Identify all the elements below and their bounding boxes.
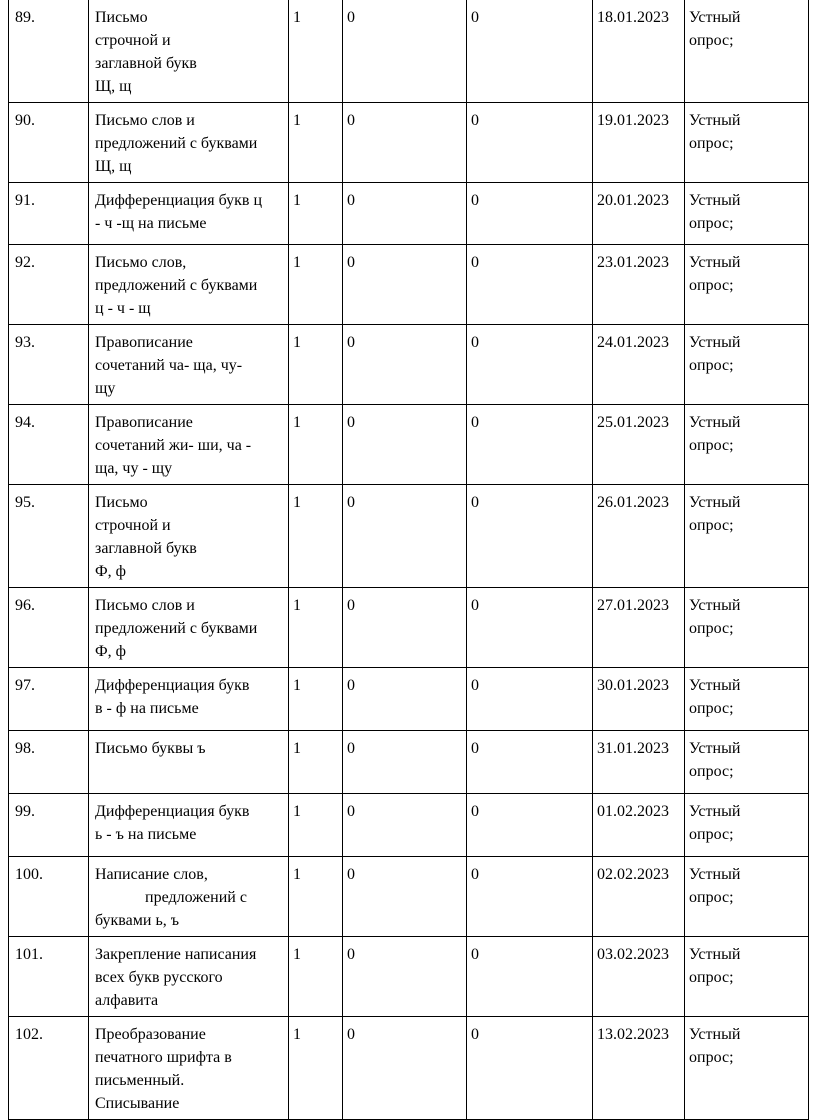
lesson-topic-line: сочетаний жи- ши, ча - [95, 437, 252, 454]
control-form-line: опрос; [689, 277, 734, 294]
control-form [685, 588, 809, 668]
table-row [9, 405, 809, 485]
control-form-line: опрос; [689, 889, 734, 906]
practical-works-value: 0 [471, 494, 479, 511]
practical-works-value: 0 [471, 677, 479, 694]
control-works-value: 0 [347, 1026, 355, 1043]
control-works [343, 794, 467, 857]
lesson-topic-line: сочетаний ча- ща, чу- [95, 357, 243, 374]
control-form-line: опрос; [689, 763, 734, 780]
lesson-date-value: 31.01.2023 [597, 740, 669, 757]
hours-total-value: 1 [293, 494, 301, 511]
hours-total [289, 405, 343, 485]
practical-works [467, 731, 593, 794]
control-form-line: Устный [689, 740, 741, 757]
practical-works-value: 0 [471, 414, 479, 431]
control-works [343, 0, 467, 103]
hours-total [289, 937, 343, 1017]
lesson-number [9, 103, 89, 183]
table-row [9, 588, 809, 668]
lesson-topic [89, 485, 289, 588]
lesson-number [9, 0, 89, 103]
lesson-date-value: 03.02.2023 [597, 946, 669, 963]
practical-works [467, 405, 593, 485]
lesson-date [593, 0, 685, 103]
lesson-number-text: 100. [15, 866, 43, 883]
control-works-value: 0 [347, 334, 355, 351]
control-form-line: Устный [689, 946, 741, 963]
practical-works [467, 1017, 593, 1120]
lesson-topic-line: ц - ч - щ [95, 300, 151, 317]
lesson-date [593, 1017, 685, 1120]
lesson-topic [89, 103, 289, 183]
control-works [343, 485, 467, 588]
control-works [343, 668, 467, 731]
table-row [9, 668, 809, 731]
table-body [9, 0, 809, 1120]
lesson-date [593, 485, 685, 588]
control-form-line: опрос; [689, 135, 734, 152]
table-row [9, 485, 809, 588]
control-form-line: опрос; [689, 1049, 734, 1066]
control-form [685, 937, 809, 1017]
lesson-date-value: 19.01.2023 [597, 112, 669, 129]
control-form-line: Устный [689, 112, 741, 129]
table-row [9, 937, 809, 1017]
lesson-number-text: 96. [15, 597, 35, 614]
control-form-line: Устный [689, 9, 741, 26]
lesson-number-text: 94. [15, 414, 35, 431]
lesson-date-value: 26.01.2023 [597, 494, 669, 511]
lesson-date [593, 668, 685, 731]
lesson-number [9, 485, 89, 588]
lesson-number-text: 93. [15, 334, 35, 351]
hours-total-value: 1 [293, 254, 301, 271]
control-works-value: 0 [347, 9, 355, 26]
table-row [9, 183, 809, 245]
control-form [685, 668, 809, 731]
lesson-topic [89, 325, 289, 405]
table-row [9, 325, 809, 405]
lesson-topic-line: Списывание [95, 1095, 180, 1112]
practical-works [467, 183, 593, 245]
control-works [343, 183, 467, 245]
lesson-date-value: 25.01.2023 [597, 414, 669, 431]
control-form [685, 183, 809, 245]
lesson-topic-line: Щ, щ [95, 78, 132, 95]
lesson-number-text: 95. [15, 494, 35, 511]
control-form-line: Устный [689, 254, 741, 271]
lesson-topic-line: Закрепление написания [95, 946, 257, 963]
hours-total [289, 245, 343, 325]
control-works-value: 0 [347, 192, 355, 209]
lesson-number [9, 1017, 89, 1120]
lesson-date-value: 02.02.2023 [597, 866, 669, 883]
lesson-date [593, 937, 685, 1017]
control-form [685, 103, 809, 183]
control-form-line: опрос; [689, 700, 734, 717]
practical-works-value: 0 [471, 9, 479, 26]
control-form-line: Устный [689, 192, 741, 209]
control-form-line: опрос; [689, 437, 734, 454]
lesson-date-value: 01.02.2023 [597, 803, 669, 820]
practical-works-value: 0 [471, 597, 479, 614]
lesson-date-value: 27.01.2023 [597, 597, 669, 614]
lesson-number [9, 794, 89, 857]
practical-works [467, 325, 593, 405]
lesson-topic-line: заглавной букв [95, 540, 197, 557]
table-row [9, 103, 809, 183]
practical-works-value: 0 [471, 192, 479, 209]
lesson-date [593, 588, 685, 668]
lesson-topic-line: Дифференциация букв [95, 803, 250, 820]
hours-total [289, 103, 343, 183]
control-form-line: Устный [689, 494, 741, 511]
control-form [685, 245, 809, 325]
control-works-value: 0 [347, 866, 355, 883]
lesson-date-value: 24.01.2023 [597, 334, 669, 351]
hours-total-value: 1 [293, 740, 301, 757]
lesson-topic-line: печатного шрифта в [95, 1049, 232, 1066]
control-form [685, 794, 809, 857]
lesson-topic [89, 183, 289, 245]
lesson-topic [89, 405, 289, 485]
practical-works [467, 668, 593, 731]
lesson-date-value: 13.02.2023 [597, 1026, 669, 1043]
hours-total [289, 588, 343, 668]
control-form [685, 1017, 809, 1120]
control-form-line: Устный [689, 334, 741, 351]
control-form-line: опрос; [689, 215, 734, 232]
practical-works-value: 0 [471, 946, 479, 963]
practical-works-value: 0 [471, 1026, 479, 1043]
practical-works [467, 794, 593, 857]
control-form-line: опрос; [689, 32, 734, 49]
lesson-date [593, 731, 685, 794]
control-works [343, 588, 467, 668]
lesson-date [593, 103, 685, 183]
lesson-date [593, 183, 685, 245]
lesson-date [593, 405, 685, 485]
lesson-number [9, 857, 89, 937]
lesson-number [9, 668, 89, 731]
control-works [343, 937, 467, 1017]
hours-total-value: 1 [293, 334, 301, 351]
control-form [685, 405, 809, 485]
lesson-topic [89, 668, 289, 731]
lesson-topic-line: Ф, ф [95, 643, 127, 660]
control-form-line: опрос; [689, 826, 734, 843]
lesson-number-text: 90. [15, 112, 35, 129]
lesson-date-value: 23.01.2023 [597, 254, 669, 271]
lesson-topic [89, 794, 289, 857]
lesson-topic-line: Дифференциация букв [95, 677, 250, 694]
control-works-value: 0 [347, 494, 355, 511]
lesson-topic-line: - ч -щ на письме [95, 215, 207, 232]
hours-total-value: 1 [293, 414, 301, 431]
practical-works-value: 0 [471, 112, 479, 129]
lesson-topic-line: буквами ь, ъ [95, 912, 180, 929]
control-works [343, 325, 467, 405]
practical-works-value: 0 [471, 254, 479, 271]
control-works-value: 0 [347, 740, 355, 757]
lesson-topic-line: Преобразование [95, 1026, 206, 1043]
control-works-value: 0 [347, 803, 355, 820]
table-row [9, 1017, 809, 1120]
control-form-line: опрос; [689, 357, 734, 374]
lesson-topic [89, 937, 289, 1017]
control-works [343, 103, 467, 183]
control-works-value: 0 [347, 254, 355, 271]
control-form-line: Устный [689, 1026, 741, 1043]
lesson-topic-line: письменный. [95, 1072, 185, 1089]
lesson-topic-line: Ф, ф [95, 563, 127, 580]
lesson-date [593, 245, 685, 325]
lesson-topic [89, 731, 289, 794]
lesson-date-value: 30.01.2023 [597, 677, 669, 694]
table-row [9, 731, 809, 794]
hours-total-value: 1 [293, 946, 301, 963]
lesson-topic-line: Правописание [95, 414, 193, 431]
practical-works [467, 103, 593, 183]
lesson-topic-line: строчной и [95, 32, 171, 49]
control-form [685, 731, 809, 794]
practical-works [467, 588, 593, 668]
practical-works-value: 0 [471, 866, 479, 883]
practical-works [467, 857, 593, 937]
table-row [9, 794, 809, 857]
hours-total [289, 183, 343, 245]
lesson-number-text: 91. [15, 192, 35, 209]
lesson-topic [89, 857, 289, 937]
lesson-topic [89, 1017, 289, 1120]
hours-total [289, 857, 343, 937]
control-form-line: опрос; [689, 517, 734, 534]
lesson-number [9, 937, 89, 1017]
hours-total-value: 1 [293, 9, 301, 26]
hours-total-value: 1 [293, 1026, 301, 1043]
control-form-line: Устный [689, 803, 741, 820]
control-works-value: 0 [347, 677, 355, 694]
lesson-topic-line: Дифференциация букв ц [95, 192, 263, 209]
control-form [685, 857, 809, 937]
lesson-topic-line: предложений с буквами [95, 620, 258, 637]
control-works [343, 731, 467, 794]
practical-works [467, 245, 593, 325]
lesson-number [9, 405, 89, 485]
lesson-topic-line: Письмо слов и [95, 597, 195, 614]
lesson-number [9, 731, 89, 794]
lesson-number-text: 101. [15, 946, 43, 963]
lesson-number [9, 183, 89, 245]
lesson-date-value: 18.01.2023 [597, 9, 669, 26]
lesson-topic-line: Правописание [95, 334, 193, 351]
hours-total [289, 325, 343, 405]
hours-total-value: 1 [293, 112, 301, 129]
control-form [685, 325, 809, 405]
lesson-topic-line: Письмо слов, [95, 254, 187, 271]
lesson-topic-line: всех букв русского [95, 969, 223, 986]
lesson-topic-line: заглавной букв [95, 55, 197, 72]
lesson-date [593, 857, 685, 937]
lesson-number-text: 97. [15, 677, 35, 694]
control-works-value: 0 [347, 946, 355, 963]
hours-total [289, 668, 343, 731]
lesson-topic [89, 588, 289, 668]
lesson-number-text: 102. [15, 1026, 43, 1043]
lesson-number [9, 588, 89, 668]
practical-works-value: 0 [471, 803, 479, 820]
lesson-topic-line: Написание слов, [95, 866, 208, 883]
lesson-topic-line: ща, чу - щу [95, 460, 173, 477]
lesson-number-text: 92. [15, 254, 35, 271]
lesson-topic-line: Щ, щ [95, 158, 132, 175]
hours-total-value: 1 [293, 866, 301, 883]
lesson-number-text: 89. [15, 9, 35, 26]
control-works-value: 0 [347, 414, 355, 431]
control-works [343, 405, 467, 485]
lesson-topic-line: Письмо [95, 9, 148, 26]
hours-total [289, 485, 343, 588]
practical-works-value: 0 [471, 334, 479, 351]
lesson-topic-line: предложений с буквами [95, 135, 258, 152]
control-works-value: 0 [347, 597, 355, 614]
hours-total-value: 1 [293, 597, 301, 614]
control-form-line: Устный [689, 866, 741, 883]
lesson-topic-line: предложений с [145, 889, 247, 906]
practical-works [467, 485, 593, 588]
lesson-topic-line: в - ф на письме [95, 700, 199, 717]
hours-total-value: 1 [293, 677, 301, 694]
lesson-number-text: 98. [15, 740, 35, 757]
lesson-topic-line: Письмо буквы ъ [95, 740, 206, 757]
lesson-date [593, 325, 685, 405]
lesson-topic [89, 245, 289, 325]
hours-total [289, 731, 343, 794]
hours-total [289, 0, 343, 103]
control-works-value: 0 [347, 112, 355, 129]
lesson-topic-line: алфавита [95, 992, 159, 1009]
lesson-number-text: 99. [15, 803, 35, 820]
table-row [9, 857, 809, 937]
lesson-number [9, 245, 89, 325]
control-form-line: опрос; [689, 620, 734, 637]
hours-total-value: 1 [293, 803, 301, 820]
control-form [685, 485, 809, 588]
lesson-topic [89, 0, 289, 103]
lesson-date [593, 794, 685, 857]
hours-total [289, 1017, 343, 1120]
practical-works-value: 0 [471, 740, 479, 757]
control-works [343, 245, 467, 325]
table-row [9, 245, 809, 325]
practical-works [467, 937, 593, 1017]
lesson-topic-line: предложений с буквами [95, 277, 258, 294]
lesson-date-value: 20.01.2023 [597, 192, 669, 209]
practical-works [467, 0, 593, 103]
control-form-line: Устный [689, 677, 741, 694]
control-form [685, 0, 809, 103]
hours-total-value: 1 [293, 192, 301, 209]
lesson-topic-line: щу [95, 380, 116, 397]
control-form-line: Устный [689, 597, 741, 614]
lesson-topic-line: ь - ъ на письме [95, 826, 197, 843]
hours-total [289, 794, 343, 857]
table-row [9, 0, 809, 103]
control-form-line: опрос; [689, 969, 734, 986]
lesson-topic-line: строчной и [95, 517, 171, 534]
lesson-number [9, 325, 89, 405]
lesson-topic-line: Письмо слов и [95, 112, 195, 129]
control-works [343, 857, 467, 937]
lesson-topic-line: Письмо [95, 494, 148, 511]
lesson-plan-table [8, 0, 809, 1120]
control-works [343, 1017, 467, 1120]
control-form-line: Устный [689, 414, 741, 431]
